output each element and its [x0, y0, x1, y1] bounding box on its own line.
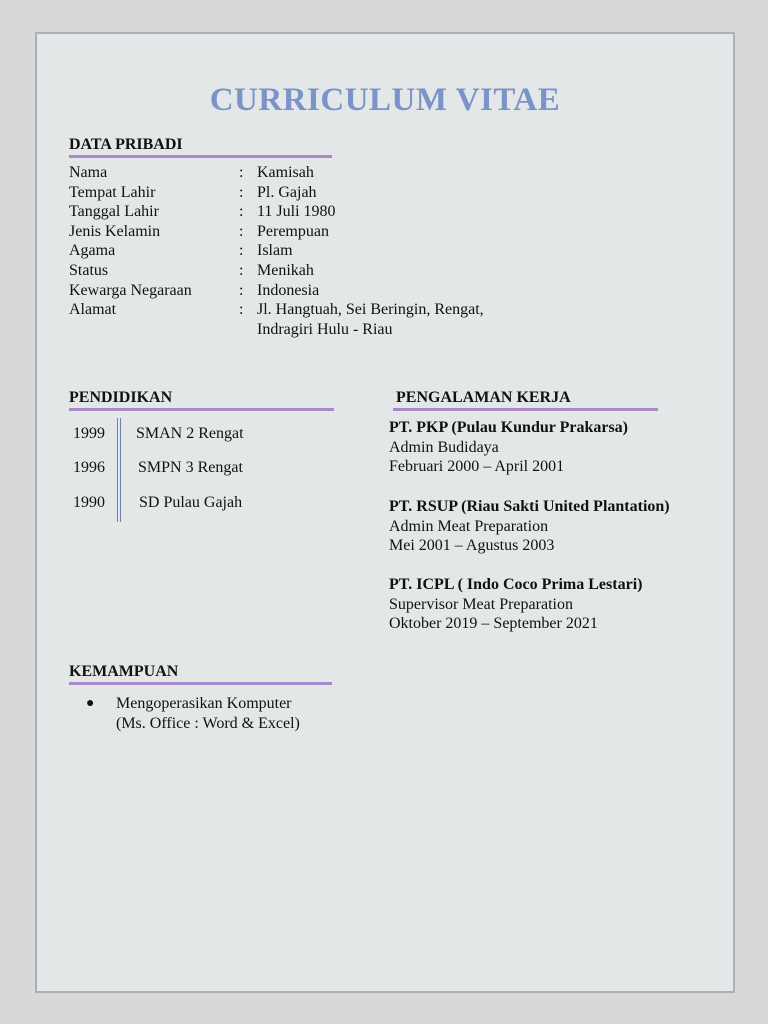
- job-entry: [389, 575, 642, 634]
- info-value: Jl. Hangtuah, Sei Beringin, Rengat,: [257, 301, 484, 319]
- info-value: Indonesia: [257, 281, 320, 299]
- education-school: SD Pulau Gajah: [139, 494, 243, 511]
- info-label: Agama: [69, 242, 116, 260]
- info-value: Islam: [257, 242, 293, 260]
- info-colon: :: [239, 203, 244, 221]
- job-position: Supervisor Meat Preparation: [389, 595, 573, 613]
- education-school: SMPN 3 Rengat: [138, 459, 243, 476]
- info-colon: :: [239, 242, 244, 260]
- skills-heading-underline: [69, 682, 332, 685]
- education-year: 1999: [73, 425, 105, 442]
- job-company: PT. ICPL ( Indo Coco Prima Lestari): [389, 576, 643, 593]
- info-value: 11 Juli 1980: [257, 203, 336, 221]
- info-value: Perempuan: [257, 222, 329, 240]
- info-label: Alamat: [69, 301, 117, 319]
- info-label: Status: [69, 262, 109, 279]
- info-colon: :: [239, 301, 244, 319]
- info-label: Tempat Lahir: [69, 183, 156, 201]
- skill-text: (Ms. Office : Word & Excel): [116, 715, 300, 732]
- personal-heading: DATA PRIBADI: [69, 136, 183, 153]
- skills-heading: KEMAMPUAN: [69, 663, 179, 680]
- page-title: CURRICULUM VITAE: [209, 82, 561, 118]
- personal-heading-underline: [69, 155, 332, 158]
- info-colon: :: [239, 262, 244, 279]
- info-value: Menikah: [257, 262, 314, 279]
- education-year: 1996: [73, 459, 105, 476]
- job-period: Februari 2000 – April 2001: [389, 458, 565, 476]
- info-label: Jenis Kelamin: [69, 222, 161, 240]
- info-value: Pl. Gajah: [257, 183, 317, 201]
- education-year: 1990: [73, 494, 105, 511]
- info-colon: :: [239, 164, 244, 181]
- job-position: Admin Meat Preparation: [389, 517, 549, 535]
- job-company: PT. PKP (Pulau Kundur Prakarsa): [389, 419, 628, 436]
- education-heading: PENDIDIKAN: [69, 389, 173, 406]
- job-period: Oktober 2019 – September 2021: [389, 615, 598, 633]
- job-company: PT. RSUP (Riau Sakti United Plantation): [389, 498, 670, 515]
- skill-text: Mengoperasikan Komputer: [116, 695, 292, 712]
- experience-heading-underline: [393, 408, 658, 411]
- info-colon: :: [239, 281, 244, 299]
- education-heading-underline: [69, 408, 334, 411]
- education-school: SMAN 2 Rengat: [136, 425, 244, 442]
- job-entry: [389, 497, 670, 556]
- bullet-icon: ●: [86, 696, 95, 711]
- info-label: Nama: [69, 164, 108, 181]
- info-label: Kewarga Negaraan: [69, 281, 192, 299]
- experience-heading: PENGALAMAN KERJA: [396, 389, 571, 406]
- info-colon: :: [239, 183, 244, 201]
- education-divider: [120, 418, 121, 522]
- info-colon: :: [239, 222, 244, 240]
- job-period: Mei 2001 – Agustus 2003: [389, 537, 555, 555]
- education-divider: [117, 418, 118, 522]
- cv-page: [35, 32, 735, 993]
- info-value: Kamisah: [257, 164, 314, 181]
- info-value: Indragiri Hulu - Riau: [257, 320, 393, 338]
- info-label: Tanggal Lahir: [69, 203, 159, 221]
- job-entry: [389, 418, 628, 477]
- job-position: Admin Budidaya: [389, 438, 499, 456]
